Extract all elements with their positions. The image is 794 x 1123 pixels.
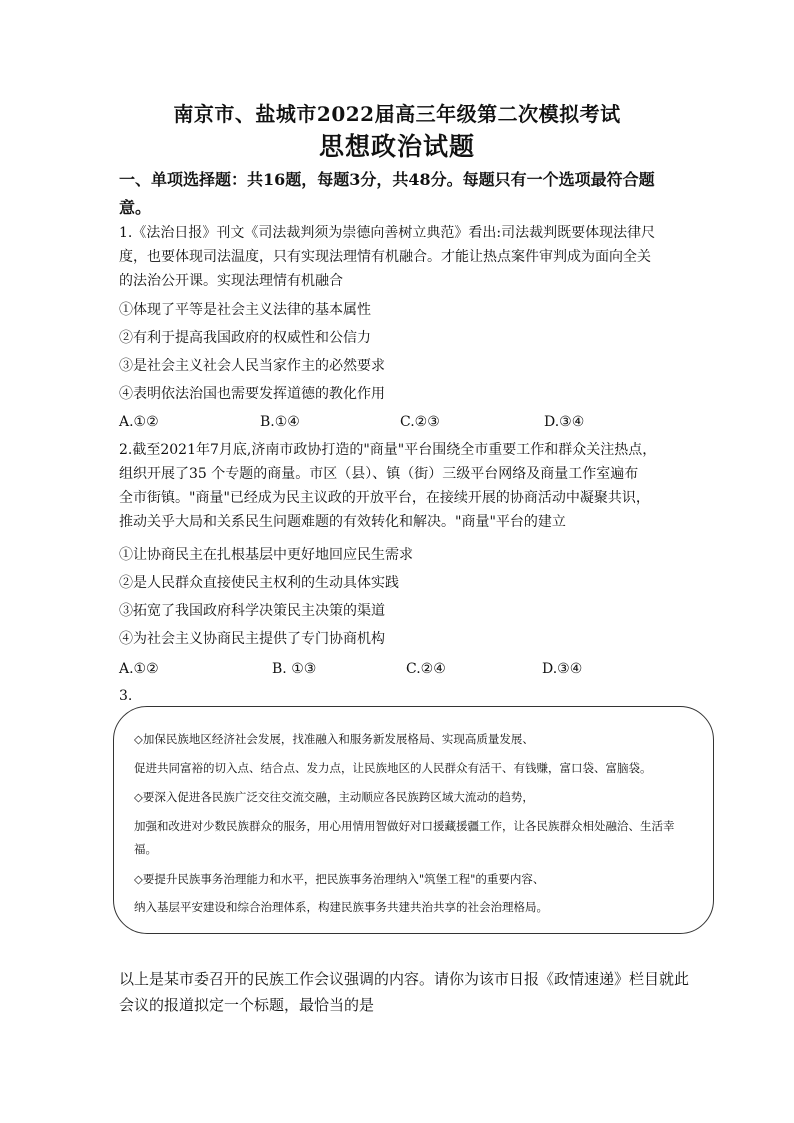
q1-options [119,410,679,434]
q3-box-line: 纳入基层平安建设和综合治理体系，构建民族事务共建共治共享的社会治理格局。 [134,900,548,914]
q1-stem-line: 1.《法治日报》刊文《司法裁判须为崇德向善树立典范》看出:司法裁判既要体现法律尺 [119,225,656,241]
q3-box-line: 加强和改进对少数民族群众的服务，用心用情用智做好对口援藏援疆工作，让各民族群众相处融洽、生活幸 [134,819,675,833]
q1-item-2: ②有利于提高我国政府的权威性和公信力 [119,330,371,346]
q2-stem-line: 组织开展了35 个专题的商量。市区（县）、镇（街）三级平台网络及商量工作室遍布 [119,466,639,482]
q3-box-line: 福。 [134,842,157,856]
q3-box-line: ◇要深入促进各民族广泛交往交流交融，主动顺应各民族跨区域大流动的趋势， [134,790,534,804]
q1-option-d[interactable]: D.③④ [544,414,585,430]
q2-item-2: ②是人民群众直接使民主权利的生动具体实践 [119,575,399,591]
q3-box-line: 促进共同富裕的切入点、结合点、发力点，让民族地区的人民群众有活干、有钱赚，富口袋、富脑袋。 [134,761,652,775]
q3-stem-line: 以上是某市委召开的民族工作会议强调的内容。请你为该市日报《政情速递》栏目就此 [119,970,690,988]
q2-option-c[interactable]: C.②④ [406,661,446,677]
q2-item-4: ④为社会主义协商民主提供了专门协商机构 [119,631,385,647]
exam-title: 南京市、盐城市2022届高三年级第二次模拟考试 [173,102,621,126]
q3-box-line: ◇要提升民族事务治理能力和水平，把民族事务治理纳入"筑堡工程"的重要内容、 [134,872,545,886]
q2-option-a[interactable]: A.①② [119,661,159,677]
q2-stem-line: 推动关乎大局和关系民生问题难题的有效转化和解决。"商量"平台的建立 [119,514,566,530]
q2-options [119,657,679,681]
exam-subtitle: 思想政治试题 [318,132,475,161]
q3-material-box [113,706,714,934]
section-heading-line-1: 一、单项选择题：共16题，每题3分，共48分。每题只有一个选项最符合题 [119,170,655,189]
q1-stem-line: 的法治公开课。实现法理情有机融合 [119,273,343,289]
q2-item-1: ①让协商民主在扎根基层中更好地回应民生需求 [119,547,413,563]
q1-item-4: ④表明依法治国也需要发挥道德的教化作用 [119,386,385,402]
q2-item-3: ③拓宽了我国政府科学决策民主决策的渠道 [119,603,385,619]
q3-stem [119,966,691,1018]
q1-stem [119,221,691,293]
q1-item-1: ①体现了平等是社会主义法律的基本属性 [119,302,371,318]
q1-item-3: ③是社会主义社会人民当家作主的必然要求 [119,358,385,374]
q1-stem-line: 度，也要体现司法温度，只有实现法理情有机融合。才能让热点案件审判成为面向全关 [119,249,651,265]
q1-option-c[interactable]: C.②③ [400,414,440,430]
q2-stem-line: 2.截至2021年7月底,济南市政协打造的"商量"平台围绕全市重要工作和群众关注热点， [119,442,657,458]
q2-option-b[interactable]: B. ①③ [272,661,317,677]
q1-option-b[interactable]: B.①④ [260,414,300,430]
q3-box-line: ◇加保民族地区经济社会发展，找准融入和服务新发展格局、实现高质量发展、 [134,732,534,746]
q2-stem-line: 全市街镇。"商量"已经成为民主议政的开放平台，在接续开展的协商活动中凝聚共识， [119,490,650,506]
q2-option-d[interactable]: D.③④ [542,661,583,677]
q3-number: 3. [119,688,133,704]
q2-stem [119,438,691,534]
q3-stem-line: 会议的报道拟定一个标题，最恰当的是 [119,996,375,1014]
section-heading-line-2: 意。 [119,198,152,217]
q1-option-a[interactable]: A.①② [119,414,159,430]
section-heading [119,166,689,222]
